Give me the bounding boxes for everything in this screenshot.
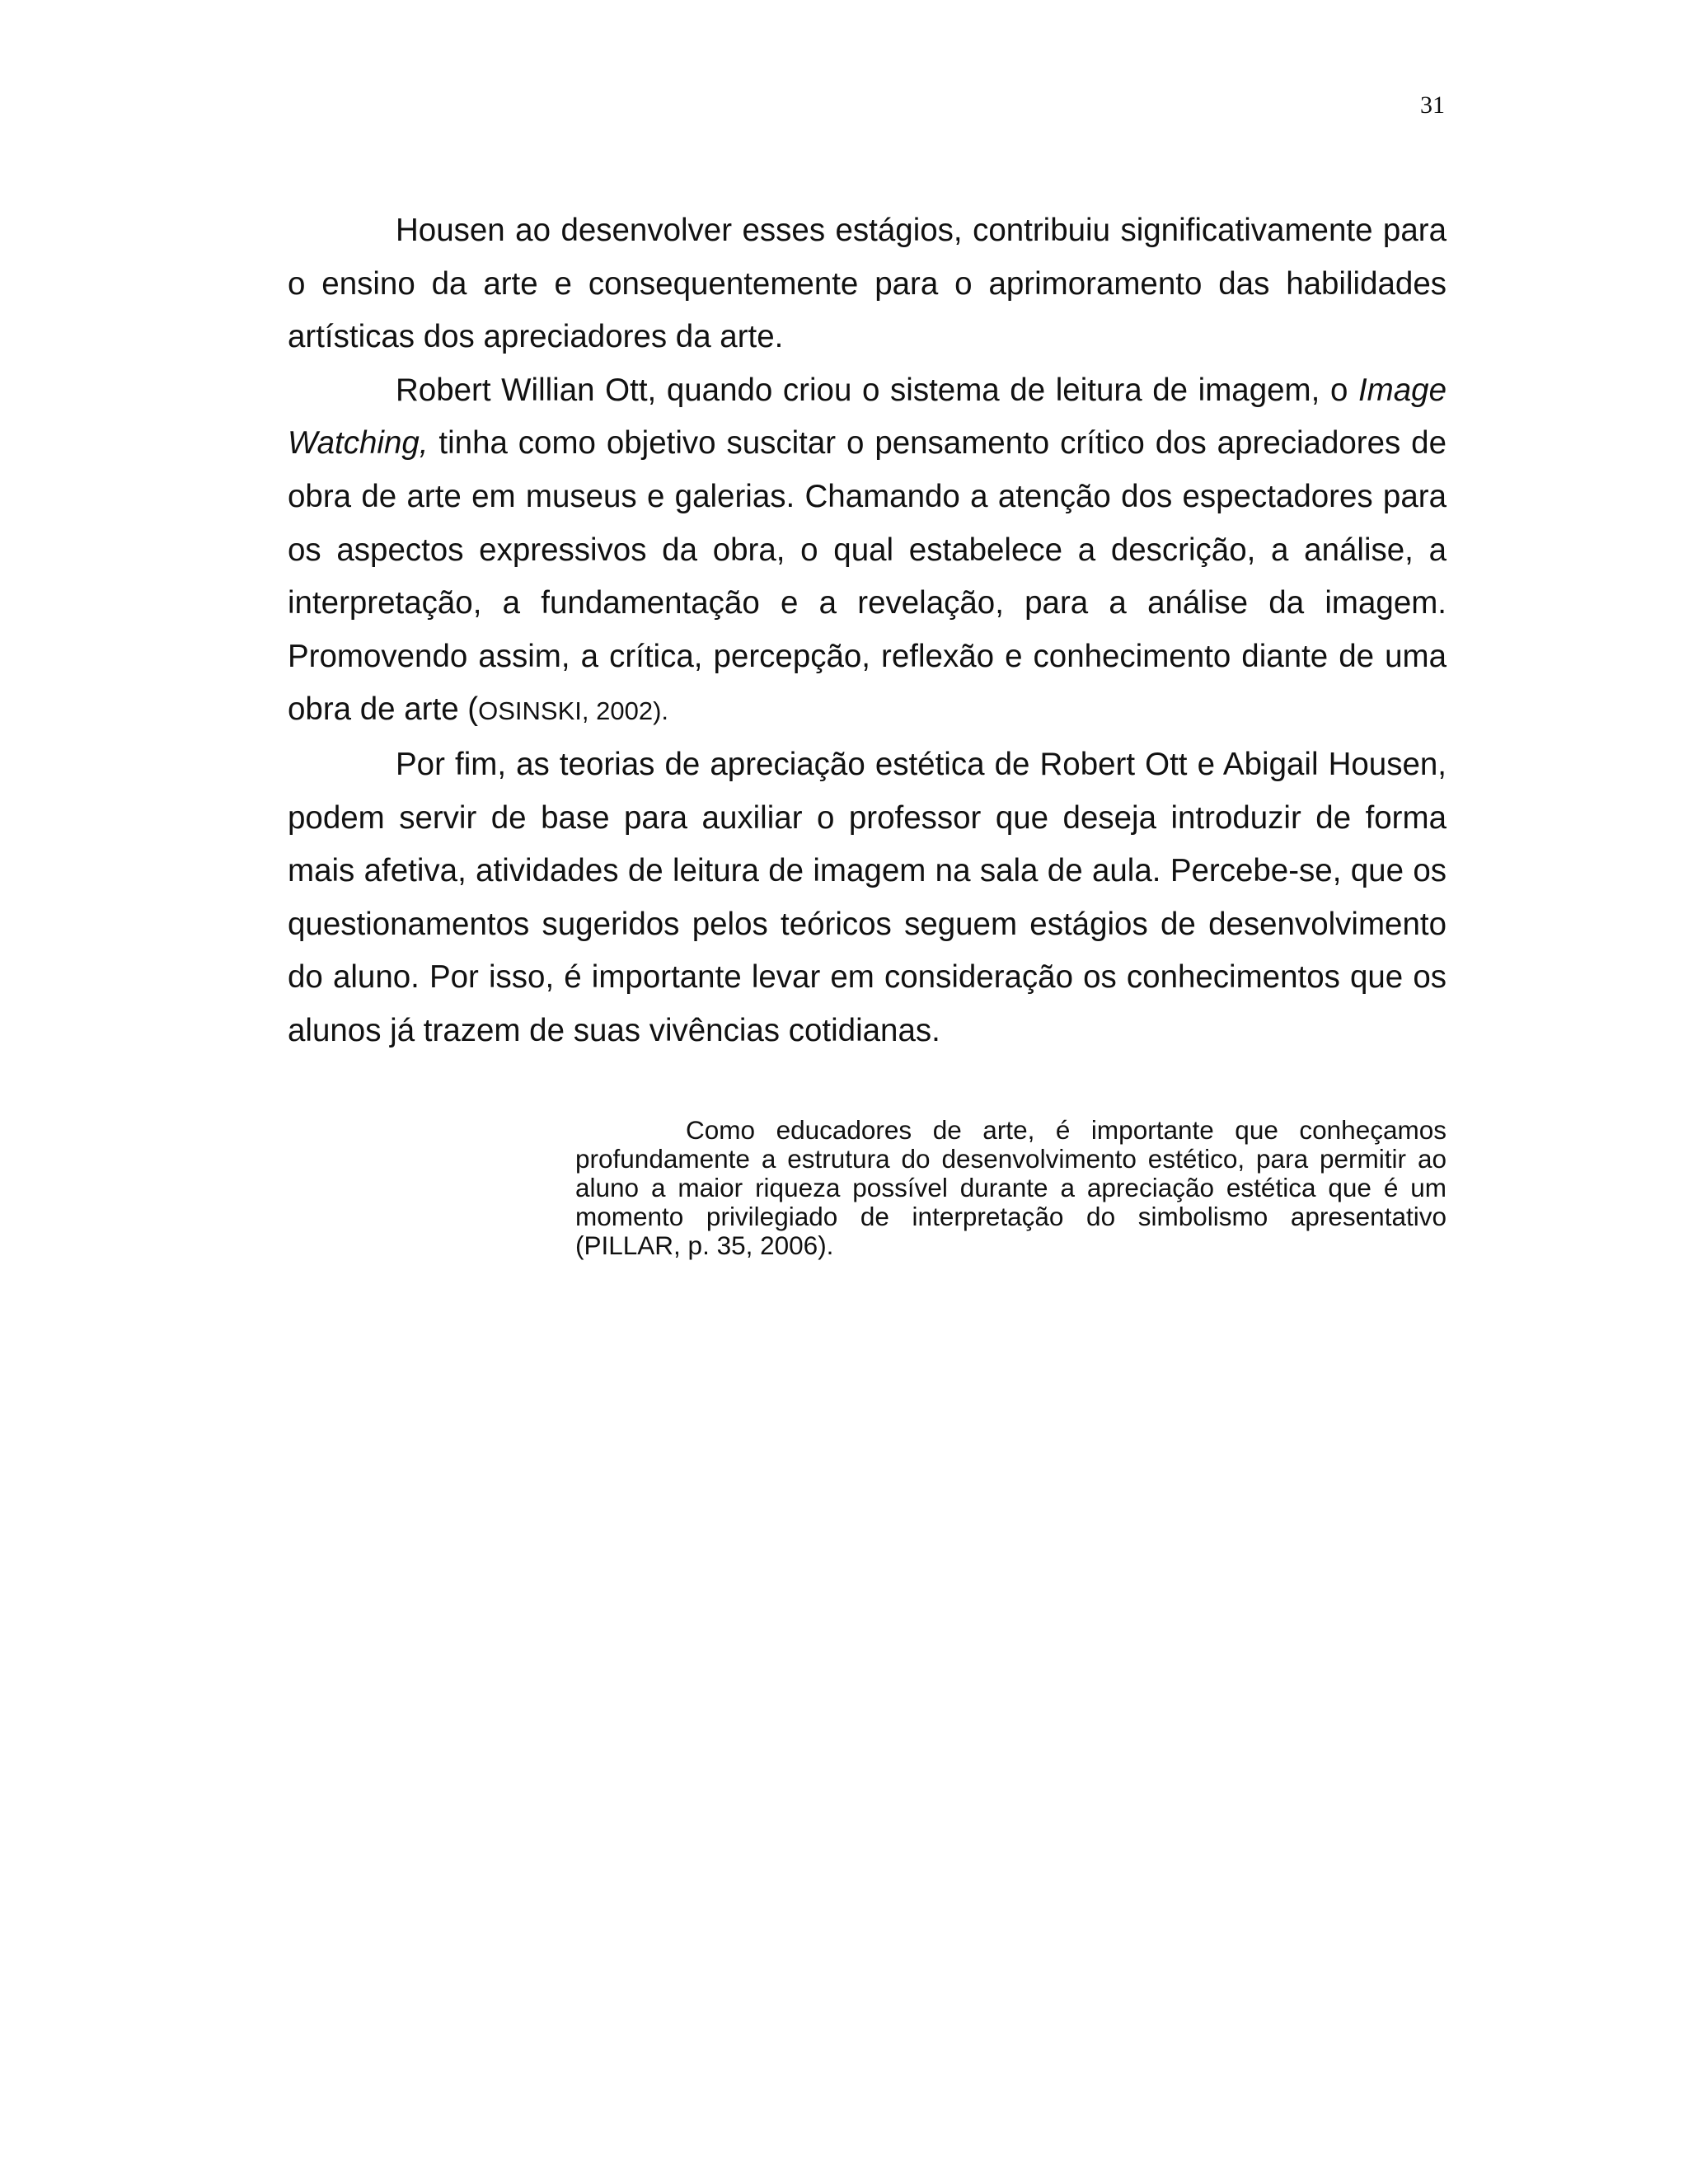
paragraph-conclusion: Por fim, as teorias de apreciação estética de Robert Ott e Abigail Housen, podem servir de base para auxiliar o professor que deseja introduzir de forma mais afetiva, atividades de leitura de imagem na sala de aula. Percebe-se, que os questionamentos sugeridos pelos teóricos seguem estágios de desenvolvimento do aluno. Por isso, é importante levar em consideração os conhecimentos que os alunos já trazem de suas vivências cotidianas. <box>288 746 1447 1048</box>
paragraph-ott-body: tinha como objetivo suscitar o pensamento crítico dos apreciadores de obra de arte em museus e galerias. Chamando a atenção dos espectadores para os aspectos expressivos da obra, o qual estabelece a descrição, a análise, a interpretação, a fundamentação e a revelação, para a análise da imagem. Promovendo assim, a crítica, percepção, reflexão e conhecimento diante de uma obra de arte ( <box>288 425 1447 728</box>
paragraph-ott <box>288 364 1447 738</box>
body-text <box>288 204 1447 1058</box>
paragraph-housen: Housen ao desenvolver esses estágios, contribuiu significativamente para o ensino da arte e consequentemente para o aprimoramento das habilidades artísticas dos apreciadores da arte. <box>288 213 1447 355</box>
page-number: 31 <box>1420 91 1445 119</box>
block-quote: Como educadores de arte, é importante que conheçamos profundamente a estrutura do desenvolvimento estético, para permitir ao aluno a maior riqueza possível durante a apreciação estética que é um momento privilegiado de interpretação do simbolismo apresentativo (PILLAR, p. 35, 2006). <box>575 1115 1447 1260</box>
osinski-citation: OSINSKI, 2002). <box>478 696 669 726</box>
paragraph-ott-intro: Robert Willian Ott, quando criou o sistema de leitura de imagem, o <box>396 372 1358 408</box>
image-watching-term: Image Watching, <box>288 372 1447 462</box>
